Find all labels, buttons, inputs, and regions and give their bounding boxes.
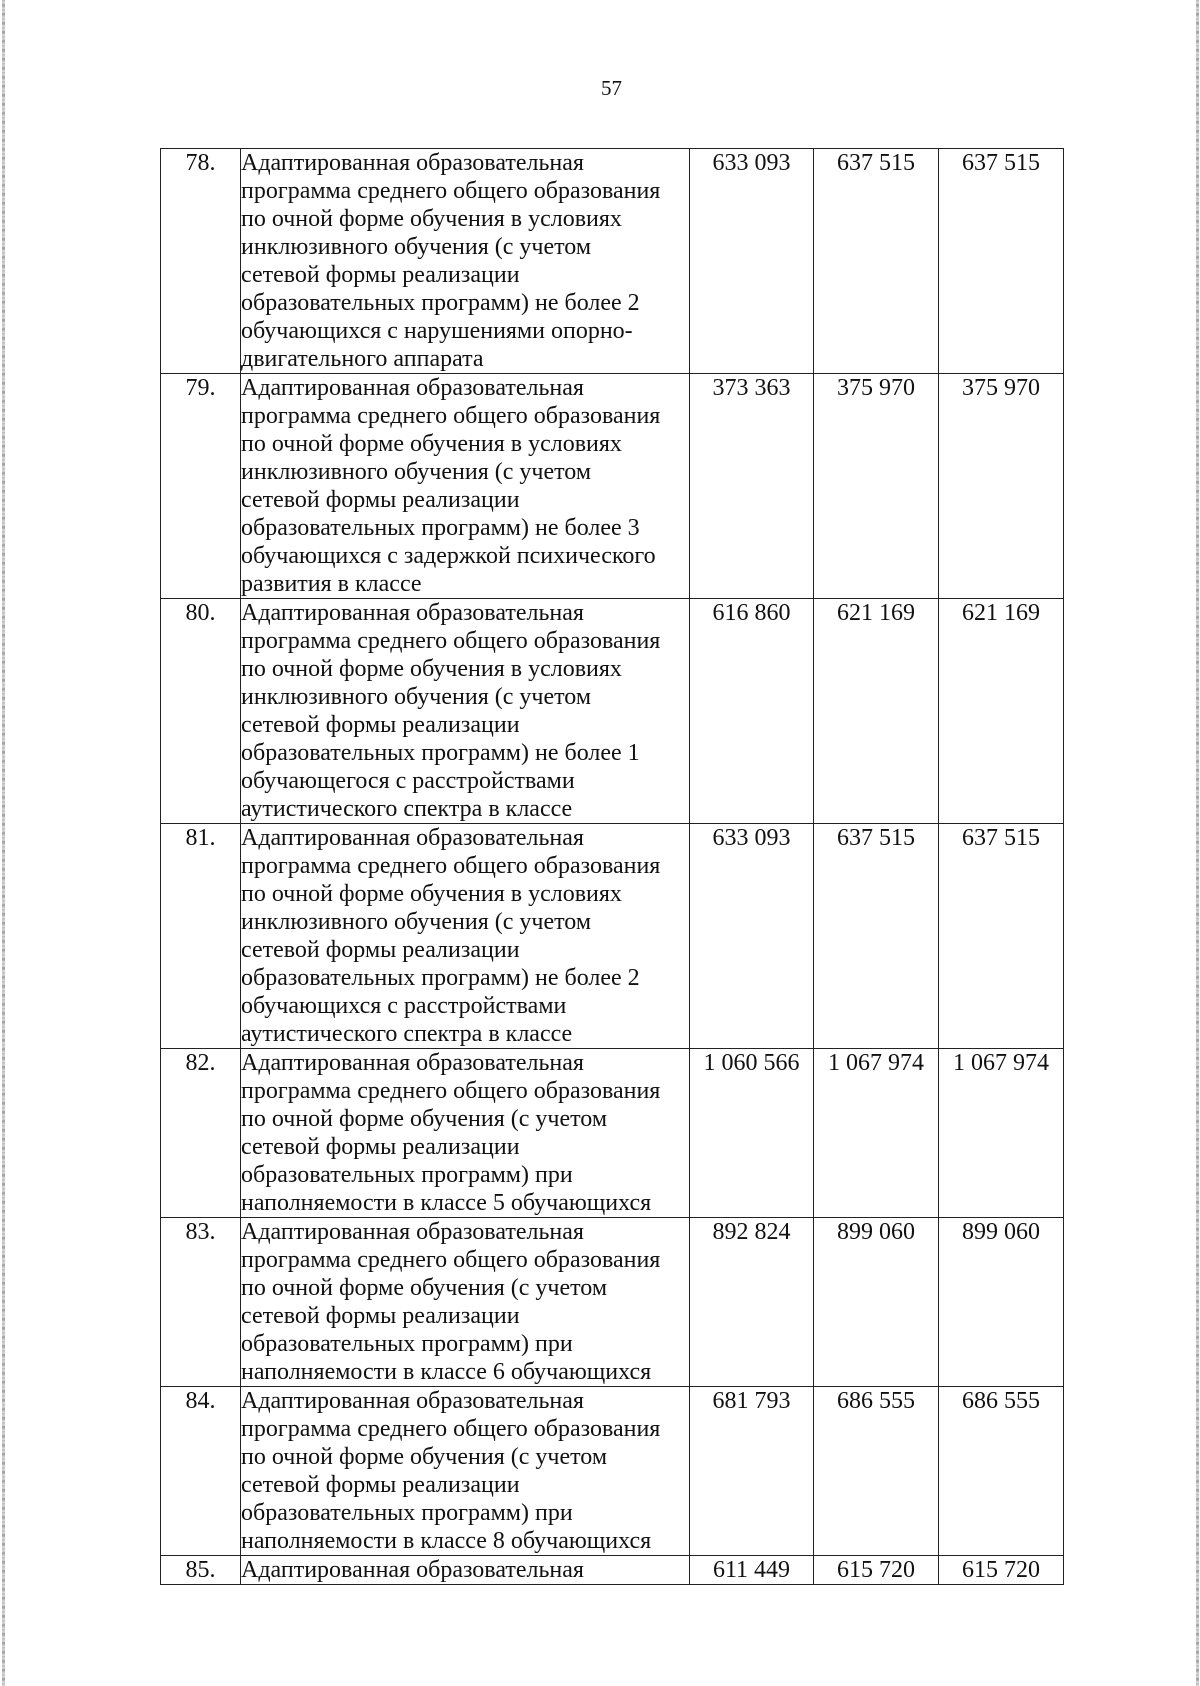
description-line: наполняемости в классе 5 обучающихся — [241, 1190, 652, 1216]
value-year-1: 633 093 — [690, 824, 814, 1049]
description-line: Адаптированная образовательная — [241, 1557, 584, 1583]
value-year-3: 621 169 — [939, 599, 1064, 824]
value-year-3: 615 720 — [939, 1556, 1064, 1585]
description-line: сетевой формы реализации — [241, 1472, 520, 1498]
description-line: образовательных программ) при — [241, 1331, 573, 1357]
row-number: 84. — [161, 1387, 241, 1556]
table-row — [161, 374, 1064, 599]
value-year-2: 637 515 — [814, 149, 939, 374]
description-line: инклюзивного обучения (с учетом — [241, 684, 592, 710]
description-line: сетевой формы реализации — [241, 937, 520, 963]
row-description — [241, 1218, 690, 1387]
page-number: 57 — [601, 76, 622, 100]
row-description — [241, 1556, 690, 1585]
row-description — [241, 149, 690, 374]
value-year-1: 892 824 — [690, 1218, 814, 1387]
scan-edge-left — [2, 0, 5, 1686]
table-row — [161, 1218, 1064, 1387]
description-line: образовательных программ) не более 2 — [241, 965, 640, 991]
row-number: 79. — [161, 374, 241, 599]
value-year-1: 1 060 566 — [690, 1049, 814, 1218]
description-line: обучающихся с нарушениями опорно- — [241, 318, 633, 344]
description-line: по очной форме обучения (с учетом — [241, 1444, 608, 1470]
value-year-3: 899 060 — [939, 1218, 1064, 1387]
description-line: обучающихся с расстройствами — [241, 993, 567, 1019]
description-line: программа среднего общего образования — [241, 178, 661, 204]
document-table — [160, 148, 1064, 1585]
row-description — [241, 599, 690, 824]
value-year-1: 616 860 — [690, 599, 814, 824]
description-line: образовательных программ) при — [241, 1162, 573, 1188]
table-row — [161, 149, 1064, 374]
value-year-3: 637 515 — [939, 149, 1064, 374]
description-line: образовательных программ) не более 3 — [241, 515, 640, 541]
value-year-3: 375 970 — [939, 374, 1064, 599]
scan-edge-right — [1196, 0, 1199, 1686]
description-line: Адаптированная образовательная — [241, 1219, 584, 1245]
description-line: обучающихся с задержкой психического — [241, 543, 656, 569]
value-year-3: 637 515 — [939, 824, 1064, 1049]
description-line: программа среднего общего образования — [241, 1247, 661, 1273]
description-line: аутистического спектра в классе — [241, 1021, 573, 1047]
description-line: Адаптированная образовательная — [241, 150, 584, 176]
description-line: наполняемости в классе 8 обучающихся — [241, 1528, 652, 1554]
description-line: по очной форме обучения в условиях — [241, 656, 622, 682]
description-line: образовательных программ) не более 1 — [241, 740, 640, 766]
value-year-2: 899 060 — [814, 1218, 939, 1387]
value-year-3: 686 555 — [939, 1387, 1064, 1556]
description-line: сетевой формы реализации — [241, 1303, 520, 1329]
description-line: инклюзивного обучения (с учетом — [241, 909, 592, 935]
value-year-2: 1 067 974 — [814, 1049, 939, 1218]
table-row — [161, 599, 1064, 824]
description-line: аутистического спектра в классе — [241, 796, 573, 822]
value-year-2: 615 720 — [814, 1556, 939, 1585]
description-line: Адаптированная образовательная — [241, 600, 584, 626]
row-number: 81. — [161, 824, 241, 1049]
description-line: программа среднего общего образования — [241, 853, 661, 879]
description-line: программа среднего общего образования — [241, 1078, 661, 1104]
value-year-3: 1 067 974 — [939, 1049, 1064, 1218]
description-line: инклюзивного обучения (с учетом — [241, 234, 592, 260]
description-line: программа среднего общего образования — [241, 628, 661, 654]
value-year-2: 637 515 — [814, 824, 939, 1049]
description-line: обучающегося с расстройствами — [241, 768, 575, 794]
description-line: Адаптированная образовательная — [241, 1388, 584, 1414]
description-line: Адаптированная образовательная — [241, 825, 584, 851]
table-row — [161, 824, 1064, 1049]
description-line: двигательного аппарата — [241, 346, 484, 372]
value-year-2: 621 169 — [814, 599, 939, 824]
description-line: Адаптированная образовательная — [241, 1050, 584, 1076]
row-number: 78. — [161, 149, 241, 374]
row-description — [241, 374, 690, 599]
description-line: по очной форме обучения (с учетом — [241, 1106, 608, 1132]
description-line: сетевой формы реализации — [241, 487, 520, 513]
value-year-1: 373 363 — [690, 374, 814, 599]
description-line: сетевой формы реализации — [241, 262, 520, 288]
description-line: по очной форме обучения в условиях — [241, 431, 622, 457]
row-number: 83. — [161, 1218, 241, 1387]
description-line: сетевой формы реализации — [241, 1134, 520, 1160]
row-description — [241, 824, 690, 1049]
description-line: инклюзивного обучения (с учетом — [241, 459, 592, 485]
value-year-1: 611 449 — [690, 1556, 814, 1585]
table-row — [161, 1556, 1064, 1585]
description-line: по очной форме обучения в условиях — [241, 206, 622, 232]
description-line: программа среднего общего образования — [241, 403, 661, 429]
value-year-2: 686 555 — [814, 1387, 939, 1556]
value-year-2: 375 970 — [814, 374, 939, 599]
description-line: развития в классе — [241, 571, 422, 597]
description-line: программа среднего общего образования — [241, 1416, 661, 1442]
row-description — [241, 1049, 690, 1218]
description-line: образовательных программ) при — [241, 1500, 573, 1526]
table-row — [161, 1049, 1064, 1218]
row-number: 82. — [161, 1049, 241, 1218]
row-number: 80. — [161, 599, 241, 824]
value-year-1: 681 793 — [690, 1387, 814, 1556]
description-line: по очной форме обучения (с учетом — [241, 1275, 608, 1301]
table-body — [161, 149, 1064, 1585]
description-line: Адаптированная образовательная — [241, 375, 584, 401]
description-line: образовательных программ) не более 2 — [241, 290, 640, 316]
value-year-1: 633 093 — [690, 149, 814, 374]
description-line: по очной форме обучения в условиях — [241, 881, 622, 907]
description-line: сетевой формы реализации — [241, 712, 520, 738]
row-number: 85. — [161, 1556, 241, 1585]
table-row — [161, 1387, 1064, 1556]
description-line: наполняемости в классе 6 обучающихся — [241, 1359, 652, 1385]
row-description — [241, 1387, 690, 1556]
